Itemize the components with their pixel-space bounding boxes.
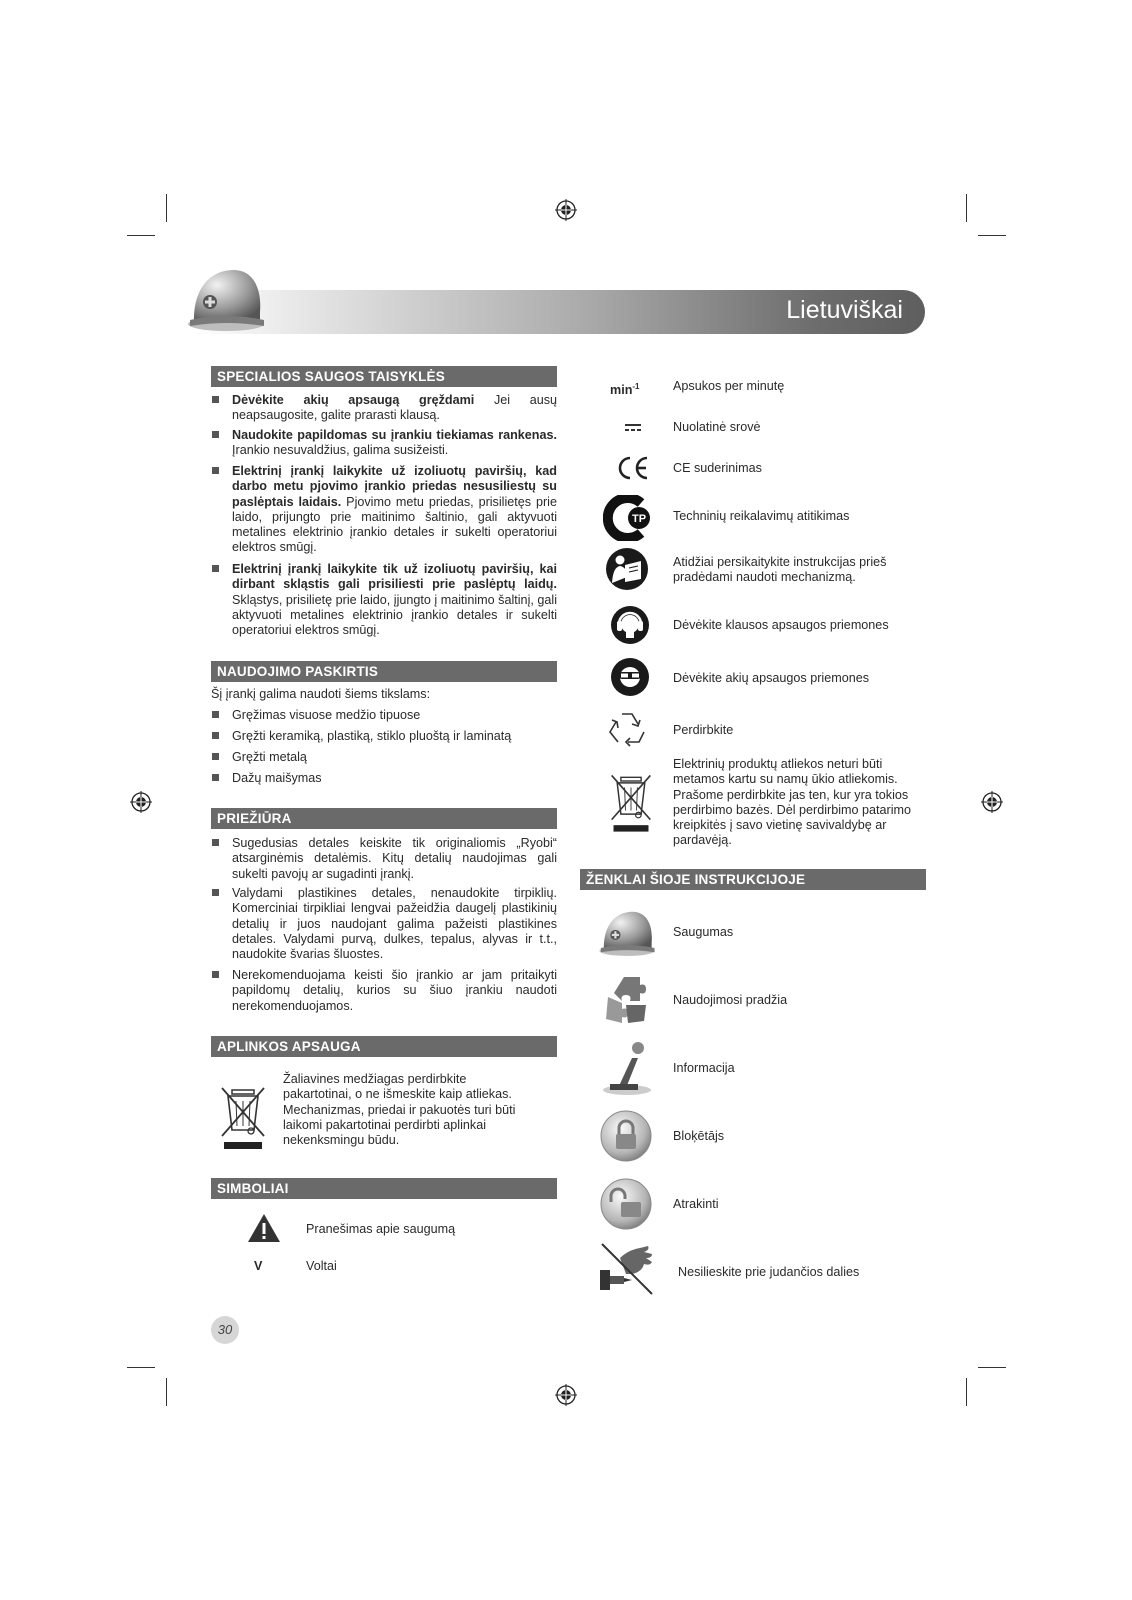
ce-mark-icon <box>616 455 650 481</box>
symbol-text: Nuolatinė srovė <box>673 420 761 434</box>
symbol-text: Dėvėkite klausos apsaugos priemones <box>673 618 889 632</box>
item-text: Valydami plastikines detales, nenaudokite tirpiklių. Komerciniai tirpikliai lengvai pažeidžia daugelį plastikinių detalių ir juos naudojant galima pažeisti plastikines detales. Valydami purvą, dulkes, tepalus, alyvas ir t.t., naudokite švarias šluostes. <box>232 886 557 962</box>
bullet-icon <box>212 467 219 474</box>
puzzle-icon <box>600 973 654 1027</box>
list-item <box>212 708 557 723</box>
section-title-intended-use: NAUDOJIMO PASKIRTIS <box>211 661 557 682</box>
list-item <box>212 464 557 556</box>
bold-lead: Elektrinį įrankį laikykite tik už izoliuotų paviršių, kai dirbant skląstis gali prisiliesti prie paslėptų laidų. <box>232 562 557 592</box>
ear-protection-icon <box>610 605 650 645</box>
crop-mark <box>166 194 167 222</box>
intended-use-intro: Šį įrankį galima naudoti šiems tikslams: <box>211 687 431 701</box>
section-title-manual-signs: ŽENKLAI ŠIOJE INSTRUKCIJOJE <box>580 869 926 890</box>
item-text: Skląstys, prisilietę prie laido, įjungto į maitinimo šaltinį, gali aktyvuoti metalines elektrinio įrankio detales ir sukelti operatoriui elektros smūgį. <box>232 592 557 638</box>
eac-tp-mark-icon <box>603 495 653 541</box>
crop-mark <box>966 1378 967 1406</box>
unlock-icon <box>599 1177 653 1231</box>
lock-icon <box>599 1109 653 1163</box>
bullet-icon <box>212 753 219 760</box>
list-item <box>212 886 557 962</box>
page-title: Lietuviškai <box>786 296 903 324</box>
section-title-environment: APLINKOS APSAUGA <box>211 1036 557 1057</box>
manual-sign-text: Nesilieskite prie judančios dalies <box>678 1265 860 1279</box>
bullet-icon <box>212 711 219 718</box>
registration-mark-icon <box>981 791 1003 813</box>
read-manual-icon <box>605 547 649 591</box>
weee-bin-icon <box>218 1084 268 1154</box>
symbol-text: Voltai <box>306 1259 337 1273</box>
rpm-symbol-base: min <box>610 383 633 398</box>
manual-sign-text: Informacija <box>673 1061 735 1075</box>
symbol-text: CE suderinimas <box>673 461 762 475</box>
direct-current-icon <box>624 423 642 433</box>
item-text: Gręžti metalą <box>232 750 307 764</box>
list-item <box>212 771 557 786</box>
warning-triangle-icon <box>246 1212 282 1244</box>
item-text: Įrankio nesuvaldžius, galima susižeisti. <box>232 443 449 458</box>
list-item <box>212 836 557 882</box>
rpm-symbol <box>610 379 640 398</box>
registration-mark-icon <box>555 199 577 221</box>
crop-mark <box>127 1367 155 1368</box>
bullet-icon <box>212 839 219 846</box>
symbol-text: Elektrinių produktų atliekos neturi būti metamos kartu su namų ūkio atliekomis. Prašome perdirbkite jas ten, kur yra tokios perdirbimo bazės. Dėl perdirbimo patarimo kreipkitės į savo vietinę savivaldybę ar pardavėją. <box>673 757 911 848</box>
bullet-icon <box>212 971 219 978</box>
item-text: Sugedusias detales keiskite tik originaliomis „Ryobi“ atsarginėmis detalėmis. Kitų detalių naudojimas gali sukelti pavojų ar sugadinti įrankį. <box>232 836 557 881</box>
item-text: Dažų maišymas <box>232 771 322 785</box>
safety-helmet-icon <box>598 905 656 959</box>
information-icon <box>600 1040 654 1096</box>
svg-text:TP: TP <box>631 513 647 525</box>
manual-sign-text: Atrakinti <box>673 1197 719 1211</box>
bold-lead: Elektrinį įrankį laikykite už izoliuotų paviršių, kad darbo metu pjovimo įrankio priedas nesusiliestų su paslėptais laidais. <box>232 464 557 509</box>
eye-protection-icon <box>610 657 650 697</box>
section-title-symbols: SIMBOLIAI <box>211 1178 557 1199</box>
safety-helmet-icon <box>186 262 266 334</box>
registration-mark-icon <box>130 791 152 813</box>
rpm-symbol-sup: -1 <box>632 382 640 391</box>
list-item <box>212 428 557 459</box>
manual-sign-text: Bloķētājs <box>673 1129 725 1143</box>
symbol-text: Apsukos per minutę <box>673 379 785 393</box>
page-number: 30 <box>211 1316 239 1344</box>
bullet-icon <box>212 732 219 739</box>
section-title-maintenance: PRIEŽIŪRA <box>211 808 557 829</box>
bullet-icon <box>212 431 219 438</box>
symbol-text: Perdirbkite <box>673 723 734 737</box>
symbol-text: Atidžiai persikaitykite instrukcijas prieš pradėdami naudoti mechanizmą. <box>673 555 887 585</box>
weee-bin-icon <box>608 768 654 840</box>
volt-symbol: V <box>254 1259 263 1273</box>
registration-mark-icon <box>555 1384 577 1406</box>
crop-mark <box>127 235 155 236</box>
crop-mark <box>978 1367 1006 1368</box>
crop-mark <box>966 194 967 222</box>
recycle-icon <box>606 710 648 748</box>
item-text: Gręžti keramiką, plastiką, stiklo pluoštą ir laminatą <box>232 729 512 743</box>
crop-mark <box>978 235 1006 236</box>
manual-sign-text: Naudojimosi pradžia <box>673 993 788 1007</box>
environment-text: Žaliavines medžiagas perdirbkite pakartotinai, o ne išmeskite kaip atliekas. Mechanizmas, priedai ir pakuotės turi būti laikomi pakartotinai perdirbti aplinkai nekenksmingu būdu. <box>283 1072 516 1148</box>
item-text: Nerekomenduojama keisti šio įrankio ar jam pritaikyti papildomų detalių, kurios su šiuo įrankiu naudoti nerekomenduojamos. <box>232 968 557 1013</box>
list-item <box>212 729 557 744</box>
list-item <box>212 562 557 638</box>
list-item <box>212 393 557 424</box>
crop-mark <box>166 1378 167 1406</box>
bullet-icon <box>212 565 219 572</box>
bold-lead: Dėvėkite akių apsaugą gręždami <box>232 393 475 407</box>
list-item <box>212 968 557 1014</box>
no-touch-moving-parts-icon <box>598 1240 656 1298</box>
symbol-text: Dėvėkite akių apsaugos priemones <box>673 671 870 685</box>
symbol-text: Techninių reikalavimų atitikimas <box>673 509 850 523</box>
list-item <box>212 750 557 765</box>
bold-lead: Naudokite papildomas su įrankiu tiekiamas rankenas. <box>232 428 557 442</box>
item-text: Pjovimo metu priedas, prisilietęs prie laido, prijungto prie maitinimo šaltinio, gali aktyvuoti metalines elektrinio įrankio detales ir sukelti operatoriui elektros smūgį. <box>232 494 557 555</box>
symbol-text: Pranešimas apie saugumą <box>306 1222 456 1236</box>
bullet-icon <box>212 889 219 896</box>
header-banner <box>190 290 925 334</box>
bullet-icon <box>212 774 219 781</box>
item-text: Jei ausų neapsaugosite, galite prarasti klausą. <box>232 393 557 423</box>
section-title-special-safety: SPECIALIOS SAUGOS TAISYKLĖS <box>211 366 557 387</box>
item-text: Gręžimas visuose medžio tipuose <box>232 708 421 722</box>
manual-sign-text: Saugumas <box>673 925 734 939</box>
bullet-icon <box>212 396 219 403</box>
